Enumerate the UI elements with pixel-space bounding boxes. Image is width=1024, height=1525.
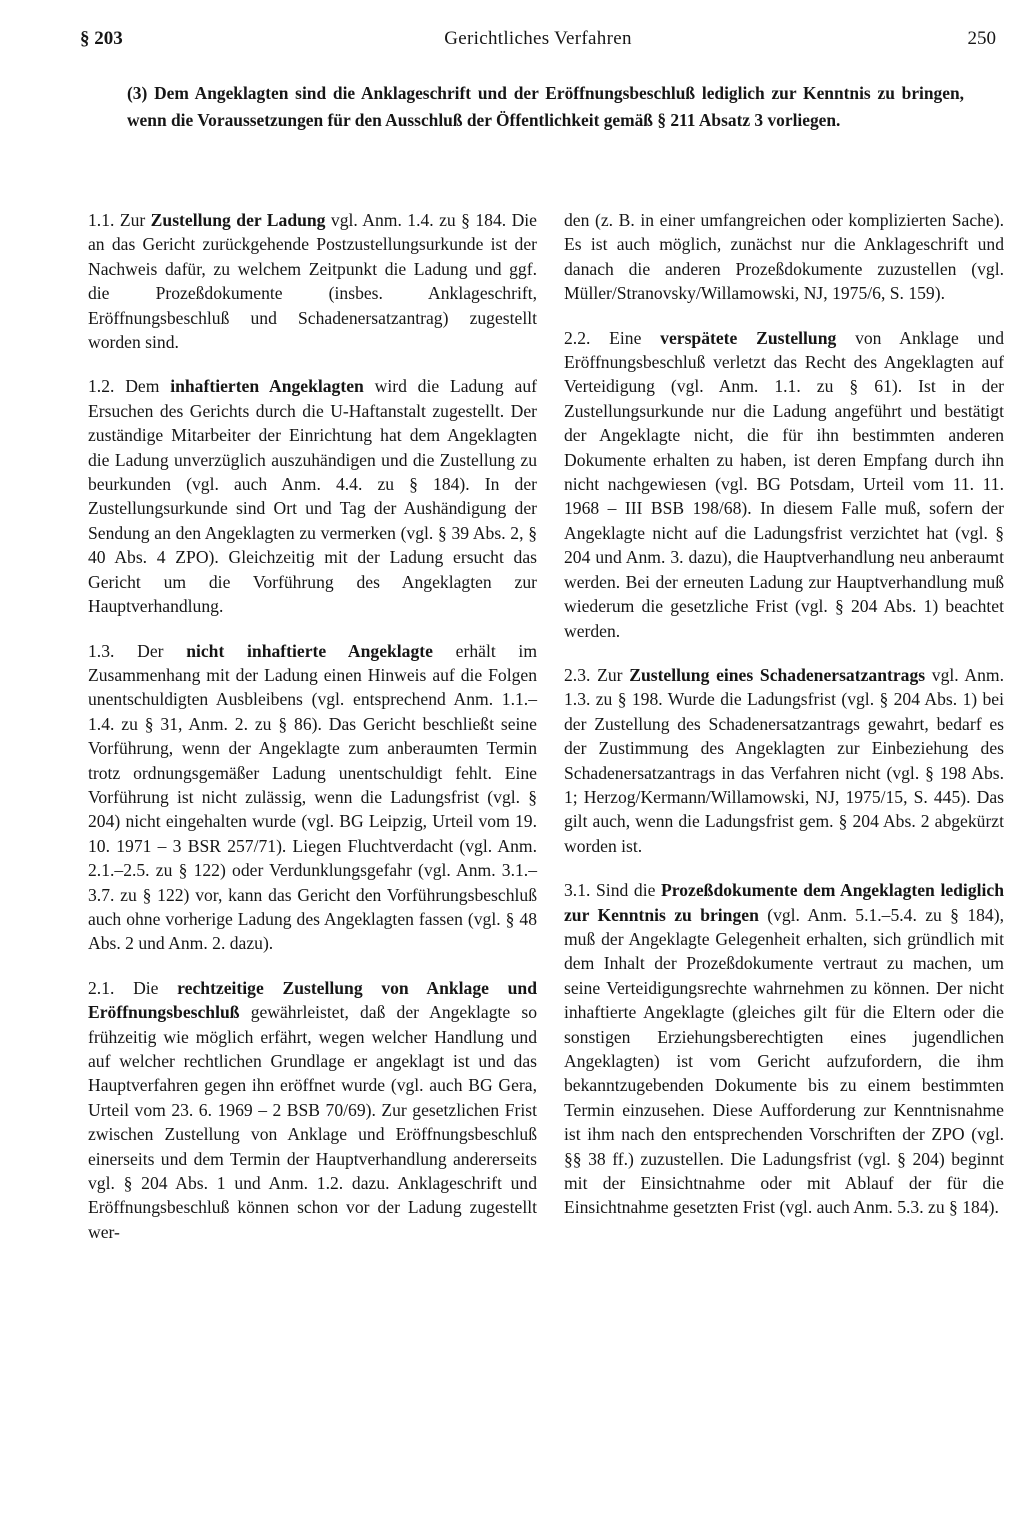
annotation-text: Zur (597, 664, 623, 685)
annotation-text: Zur (119, 210, 146, 230)
annotation-paragraph (88, 976, 537, 1244)
annotation-keyword: Prozeßdokumente dem Angeklagten lediglich zur Kenntnis zu bringen (564, 880, 1004, 925)
annotation-text: vgl. Anm. 1.4. zu § 184. Die an das Gericht zurückgehende Postzustellungsurkunde ist der Nachweis dafür, zu welchem Zeitpunkt die Ladung und ggf. die Prozeßdokumente (insbes. Anklageschrift, Eröffnungsbeschluß und Schadenersatzantrag) zugestellt worden sind. (88, 210, 537, 353)
annotation-number: 1.1. (88, 210, 115, 230)
annotation-text: Sind die (596, 880, 656, 901)
annotation-keyword: inhaftierten Angeklagten (170, 376, 364, 397)
section-number: § 203 (80, 28, 123, 49)
annotation-paragraph (564, 663, 1004, 858)
annotation-keyword: Zustellung eines Schadenersatzantrags (629, 664, 926, 685)
page-header (80, 28, 996, 58)
annotation-number: 2.2. (564, 327, 591, 348)
annotation-keyword: Zustellung der Ladung (150, 210, 326, 230)
annotation-text: Die (133, 977, 159, 998)
annotation-number: 2.3. (564, 664, 591, 685)
annotation-paragraph (564, 326, 1004, 643)
right-column (564, 208, 1004, 1240)
annotation-paragraph (88, 208, 537, 354)
left-column (88, 208, 537, 1264)
annotation-text: Eine (609, 327, 642, 348)
statute-paragraph: (3) Dem Angeklagten sind die Anklageschrift und der Eröffnungsbeschluß lediglich zur Kenntnis zu bringen, wenn die Voraussetzungen für den Ausschluß der Öffentlichkeit gemäß § 211 Absatz 3 vorliegen. (127, 83, 964, 130)
annotation-text: erhält im Zusammenhang mit der Ladung einen Hinweis auf die Folgen unentschuldigten Ausbleibens (vgl. entsprechend Anm. 1.1.–1.4. zu § 31, Anm. 2. zu § 86). Das Gericht beschließt seine Vorführung, wenn der Angeklagte zum anberaumten Termin trotz ordnungsgemäßer Ladung unentschuldigt fehlt. Eine Vorführung ist nicht zulässig, wenn die Ladungsfrist (vgl. § 204) nicht eingehalten wurde (vgl. BG Leipzig, Urteil vom 19. 10. 1971 – 3 BSR 257/71). Liegen Fluchtverdacht (vgl. Anm. 2.1.–2.5. zu § 122) oder Verdunklungsgefahr (vgl. Anm. 3.1.–3.7. zu § 122) vor, kann das Gericht den Vorführungsbeschluß auch ohne vorherige Ladung des Angeklagten fassen (vgl. § 48 Abs. 2 und Anm. 2. dazu). (88, 640, 538, 954)
page-number: 250 (967, 28, 996, 49)
annotation-paragraph (88, 374, 537, 618)
annotation-text: von Anklage und Eröffnungsbeschluß verletzt das Recht des Angeklagten auf Verteidigung (vgl. Anm. 1.1. zu § 61). Ist in der Zustellungsurkunde nur die Ladung angeführt und bestätigt der Angeklagte nicht, die für ihn bestimmten anderen Dokumente erhalten zu haben, ist deren Empfang durch ihn nicht nachgewiesen (vgl. BG Potsdam, Urteil vom 11. 11. 1968 – III BSB 198/68). In diesem Falle muß, sofern der Angeklagte nicht auf die Ladungsfrist verzichtet hat (vgl. § 204 und Anm. 3. dazu), die Hauptverhandlung neu anberaumt werden. Bei der erneuten Ladung zur Hauptverhandlung muß wiederum die gesetzliche Frist (vgl. § 204 Abs. 1) beachtet werden. (564, 327, 1004, 641)
annotation-keyword: verspätete Zustellung (660, 327, 837, 348)
annotation-paragraph (564, 878, 1004, 1220)
annotation-number: 1.3. (88, 640, 115, 661)
annotation-text: wird die Ladung auf Ersuchen des Gerichts durch die U-Haftanstalt zugestellt. Der zuständige Mitarbeiter der Einrichtung hat dem Angeklagten die Ladung unverzüglich auszuhändigen und die Zustellung zu beurkunden (vgl. auch Anm. 4.4. zu § 184). In der Zustellungsurkunde sind Ort und Tag der Aushändigung der Sendung an den Angeklagten zu vermerken (vgl. § 39 Abs. 2, § 40 Abs. 4 ZPO). Gleichzeitig mit der Ladung ersucht das Gericht um die Vorführung des Angeklagten zur Hauptverhandlung. (88, 376, 537, 617)
annotation-text: Der (137, 640, 164, 661)
annotation-text: (vgl. Anm. 5.1.–5.4. zu § 184), muß der Angeklagte Gelegenheit erhalten, sich gründlich mit dem Inhalt der Prozeßdokumente vertraut zu machen, um seine Verteidigungsrechte wahrnehmen zu können. Der nicht inhaftierte Angeklagte (gleiches gilt für die Eltern oder die sonstigen Erziehungsberechtigten eines jugendlichen Angeklagten) ist vom Gericht aufzufordern, die ihm bekanntzugebenden Dokumente bis zu einem bestimmten Termin einzusehen. Diese Aufforderung zur Kenntnisnahme ist ihm nach den entsprechenden Vorschriften der ZPO (vgl. §§ 38 ff.) zuzustellen. Die Ladungsfrist (vgl. § 204) beginnt mit der Einsichtnahme oder mit Ablauf der für die Einsichtnahme gesetzten Frist (vgl. auch Anm. 5.3. zu § 184). (564, 904, 1004, 1218)
annotation-text: den (z. B. in einer umfangreichen oder komplizierten Sache). Es ist auch möglich, zunächst nur die Anklageschrift und danach die anderen Prozeßdokumente zuzustellen (vgl. Müller/Stranovsky/Willamowski, NJ, 1975/6, S. 159). (564, 210, 1004, 304)
annotation-paragraph (564, 208, 1004, 306)
annotation-text: vgl. Anm. 1.3. zu § 198. Wurde die Ladungsfrist (vgl. § 204 Abs. 1) bei der Zustellung des Schadenersatzantrags gewahrt, bedarf es der Zustimmung des Angeklagten zur Einbeziehung des Schadenersatzantrags in das Verfahren nicht (vgl. § 198 Abs. 1; Herzog/Kermann/Willamowski, NJ, 1975/15, S. 445). Das gilt auch, wenn die Ladungsfrist gem. § 204 Abs. 2 abgekürzt worden ist. (564, 664, 1004, 856)
annotation-keyword: nicht inhaftierte Angeklagte (186, 640, 433, 661)
annotation-number: 3.1. (564, 880, 591, 901)
annotation-text: Dem (125, 376, 160, 397)
running-title: Gerichtliches Verfahren (444, 28, 632, 49)
annotation-number: 1.2. (88, 376, 115, 397)
annotation-text: gewährleistet, daß der Angeklagte so frühzeitig wie möglich erfährt, wegen welcher Handlung und auf welcher rechtlichen Grundlage er angeklagt ist und das Hauptverfahren gegen ihn eröffnet wurde (vgl. auch BG Gera, Urteil vom 23. 6. 1969 – 2 BSB 70/69). Zur gesetzlichen Frist zwischen Zustellung von Anklage und Eröffnungsbeschluß einerseits und dem Termin der Hauptverhandlung andererseits vgl. § 204 Abs. 1 und Anm. 1.2. dazu. Anklageschrift und Eröffnungsbeschluß können schon vor der Ladung zugestellt wer- (88, 1002, 537, 1242)
annotation-number: 2.1. (88, 977, 115, 998)
annotation-keyword: rechtzeitige Zustellung von Anklage und Eröffnungsbeschluß (88, 977, 537, 1023)
annotation-paragraph (88, 639, 537, 956)
